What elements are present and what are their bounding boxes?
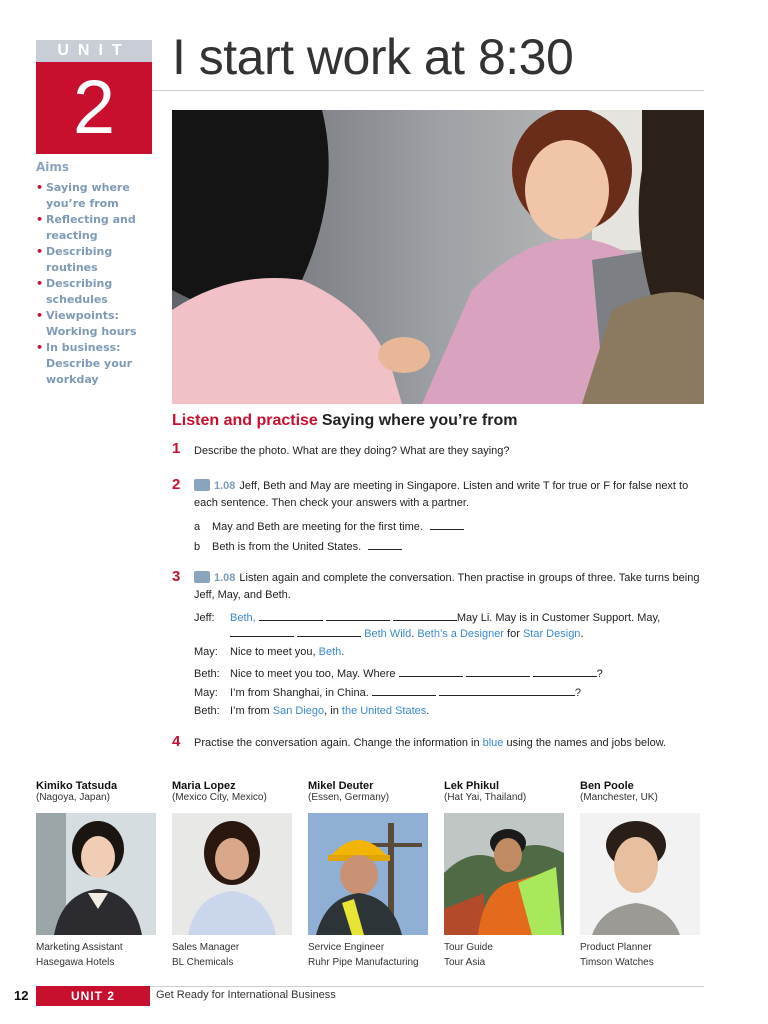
exercise-2-instructions xyxy=(194,478,704,512)
person-job-info xyxy=(444,940,493,970)
audio-track-number: 1.08 xyxy=(214,480,236,492)
person-card xyxy=(308,780,389,803)
item-letter: a xyxy=(194,521,201,533)
person-card xyxy=(36,780,117,803)
person-job: Tour Guide xyxy=(444,942,493,953)
item-letter: b xyxy=(194,541,201,553)
person-photo xyxy=(172,813,292,935)
person-card xyxy=(444,780,526,803)
audio-icon[interactable] xyxy=(194,479,210,491)
title-divider xyxy=(152,90,704,91)
answer-blank[interactable] xyxy=(259,609,323,621)
person-company: Timson Watches xyxy=(580,957,654,968)
answer-blank[interactable] xyxy=(372,684,436,696)
exercise-4-number: 4 xyxy=(172,733,181,750)
dialogue-line-may-2: May: I’m from Shanghai, in China. ? xyxy=(194,684,581,701)
exercise-1-number: 1 xyxy=(172,440,181,457)
person-location: (Essen, Germany) xyxy=(308,792,390,803)
exercise-3-number: 3 xyxy=(172,568,181,585)
aims-list xyxy=(36,180,160,388)
exercise-3-text: Listen again and complete the conversation. Then practise in groups of three. Take turns being Jeff, May, and Beth. xyxy=(194,572,700,601)
person-location: (Hat Yai, Thailand) xyxy=(444,792,527,803)
audio-icon[interactable] xyxy=(194,571,210,583)
person-location: (Nagoya, Japan) xyxy=(36,792,110,803)
section-heading-title: Saying where you’re from xyxy=(321,412,518,429)
aims-item: • Describing routines xyxy=(36,245,113,274)
dialogue-line-jeff-cont: Beth Wild. Beth’s a Designer for Star Design. xyxy=(230,625,584,642)
person-name: Mikel Deuter xyxy=(308,780,374,792)
person-card xyxy=(580,780,658,803)
footer-unit-label: UNIT 2 xyxy=(36,986,150,1006)
person-company: Ruhr Pipe Manufacturing xyxy=(308,957,419,968)
person-job: Sales Manager xyxy=(172,942,240,953)
person-job-info xyxy=(308,940,419,970)
answer-blank[interactable] xyxy=(466,665,530,677)
section-heading-red: Listen and practise xyxy=(172,412,318,429)
dialogue-line-jeff: Jeff: Beth, May Li. May is in Customer Support. May, xyxy=(194,609,660,626)
person-name: Maria Lopez xyxy=(172,780,236,792)
audio-track-number: 1.08 xyxy=(214,572,236,584)
answer-blank[interactable] xyxy=(533,665,597,677)
person-name: Lek Phikul xyxy=(444,780,500,792)
person-job: Service Engineer xyxy=(308,942,385,953)
aims-item: • Viewpoints: Working hours xyxy=(36,309,137,338)
person-job: Marketing Assistant xyxy=(36,942,123,953)
person-job: Product Planner xyxy=(580,942,652,953)
person-name: Ben Poole xyxy=(580,780,634,792)
exercise-3-instructions xyxy=(194,570,704,604)
exercise-4-text: Practise the conversation again. Change the information in blue using the names and jobs below. xyxy=(194,737,667,749)
exercise-2-item-b xyxy=(194,538,402,556)
exercise-1-text: Describe the photo. What are they doing? What are they saying? xyxy=(194,445,510,457)
answer-blank[interactable] xyxy=(399,665,463,677)
dialogue-line-beth-2: Beth: I’m from San Diego, in the United States. xyxy=(194,705,430,717)
person-location: (Mexico City, Mexico) xyxy=(172,792,267,803)
answer-blank[interactable] xyxy=(230,625,294,637)
speaker-label: Jeff: xyxy=(194,612,215,624)
exercise-2-item-a xyxy=(194,518,464,536)
answer-blank[interactable] xyxy=(297,625,361,637)
aims-item: • Saying where you’re from xyxy=(36,181,130,210)
answer-blank[interactable] xyxy=(430,518,464,530)
dialogue-line-may-1: May: Nice to meet you, Beth. xyxy=(194,646,345,658)
person-photo xyxy=(444,813,564,935)
unit-number: 2 xyxy=(72,65,116,150)
page-title: I start work at 8:30 xyxy=(172,29,574,85)
person-name: Kimiko Tatsuda xyxy=(36,780,118,792)
person-location: (Manchester, UK) xyxy=(580,792,658,803)
person-job-info xyxy=(172,940,239,970)
answer-blank[interactable] xyxy=(439,684,575,696)
answer-blank[interactable] xyxy=(326,609,390,621)
person-job-info xyxy=(580,940,654,970)
section-heading xyxy=(172,412,517,430)
person-job-info xyxy=(36,940,123,970)
answer-blank[interactable] xyxy=(368,538,402,550)
unit-label: UNIT xyxy=(36,40,152,62)
person-photo xyxy=(580,813,700,935)
page-number: 12 xyxy=(14,988,29,1003)
item-text: May and Beth are meeting for the first time. xyxy=(212,521,423,533)
person-company: Tour Asia xyxy=(444,957,486,968)
person-card xyxy=(172,780,267,803)
person-company: Hasegawa Hotels xyxy=(36,957,115,968)
aims-item: • Reflecting and reacting xyxy=(36,213,136,242)
person-company: BL Chemicals xyxy=(172,957,234,968)
aims-heading: Aims xyxy=(36,160,70,174)
aims-item: • In business: Describe your workday xyxy=(36,341,133,386)
item-text: Beth is from the United States. xyxy=(212,541,362,553)
aims-item: • Describing schedules xyxy=(36,277,113,306)
answer-blank[interactable] xyxy=(393,609,457,621)
dialogue-line-beth-1: Beth: Nice to meet you too, May. Where ? xyxy=(194,665,603,682)
person-photo xyxy=(308,813,428,935)
exercise-2-number: 2 xyxy=(172,476,181,493)
main-photo-handshake xyxy=(172,110,704,404)
exercise-2-text: Jeff, Beth and May are meeting in Singapore. Listen and write T for true or F for false next to each sentence. Then check your answers with a partner. xyxy=(194,480,689,509)
footer-book-title: Get Ready for International Business xyxy=(156,989,336,1001)
person-photo xyxy=(36,813,156,935)
